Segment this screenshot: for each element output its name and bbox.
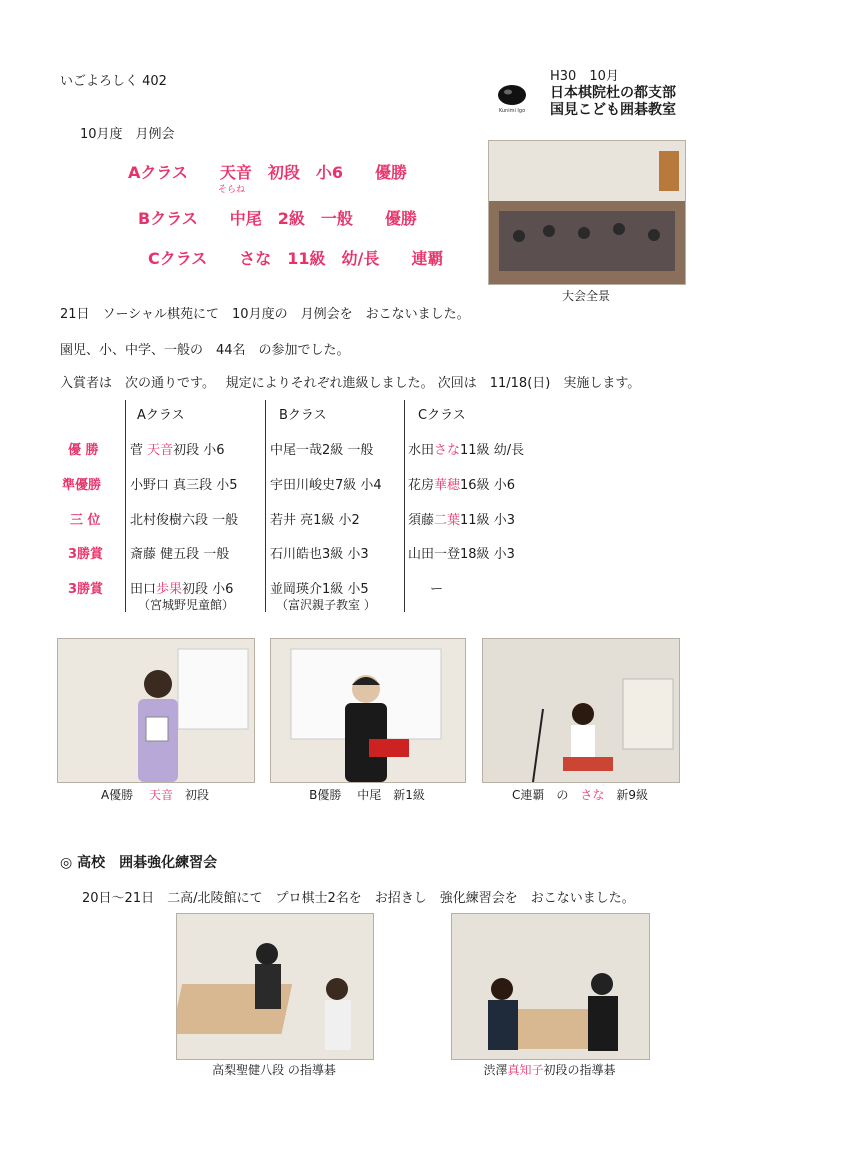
rank-label: 優 勝 (68, 443, 99, 458)
winner-a-caption: A優勝 天音 初段 (100, 788, 210, 802)
ruby-reading: そらね (218, 185, 246, 195)
table-cell: 石川皓也3級 小3 (270, 547, 369, 562)
training-caption-2: 渋澤真知子初段の指導碁 (483, 1063, 616, 1077)
meeting-title: 10月度 月例会 (80, 127, 175, 142)
paragraph-2: 園児、小、中学、一般の 44名 の参加でした。 (60, 343, 350, 358)
column-header-c: Cクラス (418, 408, 466, 423)
training-caption-1: 高梨聖健八段 の指導碁 (212, 1063, 336, 1077)
rank-label: 3勝賞 (68, 582, 104, 597)
table-cell: 中尾一哉2級 一般 (270, 443, 374, 458)
paragraph-3: 入賞者は 次の通りです。 規定によりそれぞれ進級しました。 次回は 11/18(日) 実施します。 (60, 376, 641, 391)
table-cell: 北村俊樹六段 一般 (130, 513, 239, 528)
winner-b: Bクラス 中尾 2級 一般 優勝 (138, 209, 417, 228)
table-cell: 須藤二葉11級 小3 (408, 513, 515, 528)
table-cell: 斎藤 健五段 一般 (130, 547, 230, 562)
section-text: 20日～21日 二高/北陵館にて プロ棋士2名を お招きし 強化練習会を おこないました。 (82, 891, 635, 906)
table-cell: 田口歩果初段 小6 (130, 582, 234, 597)
table-note: （宮城野児童館） (138, 598, 235, 612)
logo-text: Kunimi Igo (498, 108, 526, 114)
rank-label: 三 位 (70, 513, 101, 528)
table-cell: 並岡瑛介1級 小5 (270, 582, 369, 597)
column-header-b: Bクラス (279, 408, 327, 423)
table-cell: 小野口 真三段 小5 (130, 478, 238, 493)
table-cell: 花房華穂16級 小6 (408, 478, 515, 493)
training-photo-1 (176, 913, 374, 1060)
winner-c-caption: C連覇 の さな 新9級 (511, 788, 649, 802)
section-title: ◎ 高校 囲碁強化練習会 (60, 855, 218, 871)
table-divider (404, 400, 405, 612)
logo-go-stone-icon (494, 84, 530, 114)
table-cell: ー (430, 582, 444, 597)
table-cell: 水田さな11級 幼/長 (408, 443, 525, 458)
org-name-1: 日本棋院杜の都支部 (550, 85, 676, 101)
tournament-overview-photo (488, 140, 686, 285)
paragraph-1: 21日 ソーシャル棋苑にて 10月度の 月例会を おこないました。 (60, 307, 470, 322)
newsletter-number: いごよろしく 402 (60, 74, 167, 89)
header-info (550, 68, 676, 119)
column-header-a: Aクラス (137, 408, 185, 423)
training-photo-2 (451, 913, 650, 1060)
table-note: （富沢親子教室 ） (276, 598, 376, 612)
table-divider (125, 400, 126, 612)
table-cell: 山田一登18級 小3 (408, 547, 515, 562)
table-cell: 若井 亮1級 小2 (270, 513, 360, 528)
org-name-2: 国見こども囲碁教室 (550, 102, 676, 118)
winner-a-photo (57, 638, 255, 783)
winner-b-photo (270, 638, 466, 783)
table-cell: 菅 天音初段 小6 (130, 443, 225, 458)
winner-a: Aクラス 天音 初段 小6 優勝 (128, 163, 408, 182)
top-photo-caption: 大会全景 (561, 289, 610, 303)
table-divider (265, 400, 266, 612)
rank-label: 3勝賞 (68, 547, 104, 562)
winner-b-caption: B優勝 中尾 新1級 (309, 788, 425, 802)
header-date: H30 10月 (550, 69, 619, 84)
winner-c: Cクラス さな 11級 幼/長 連覇 (148, 249, 444, 268)
table-cell: 宇田川峻史7級 小4 (270, 478, 382, 493)
rank-label: 準優勝 (62, 478, 102, 493)
winner-c-photo (482, 638, 680, 783)
